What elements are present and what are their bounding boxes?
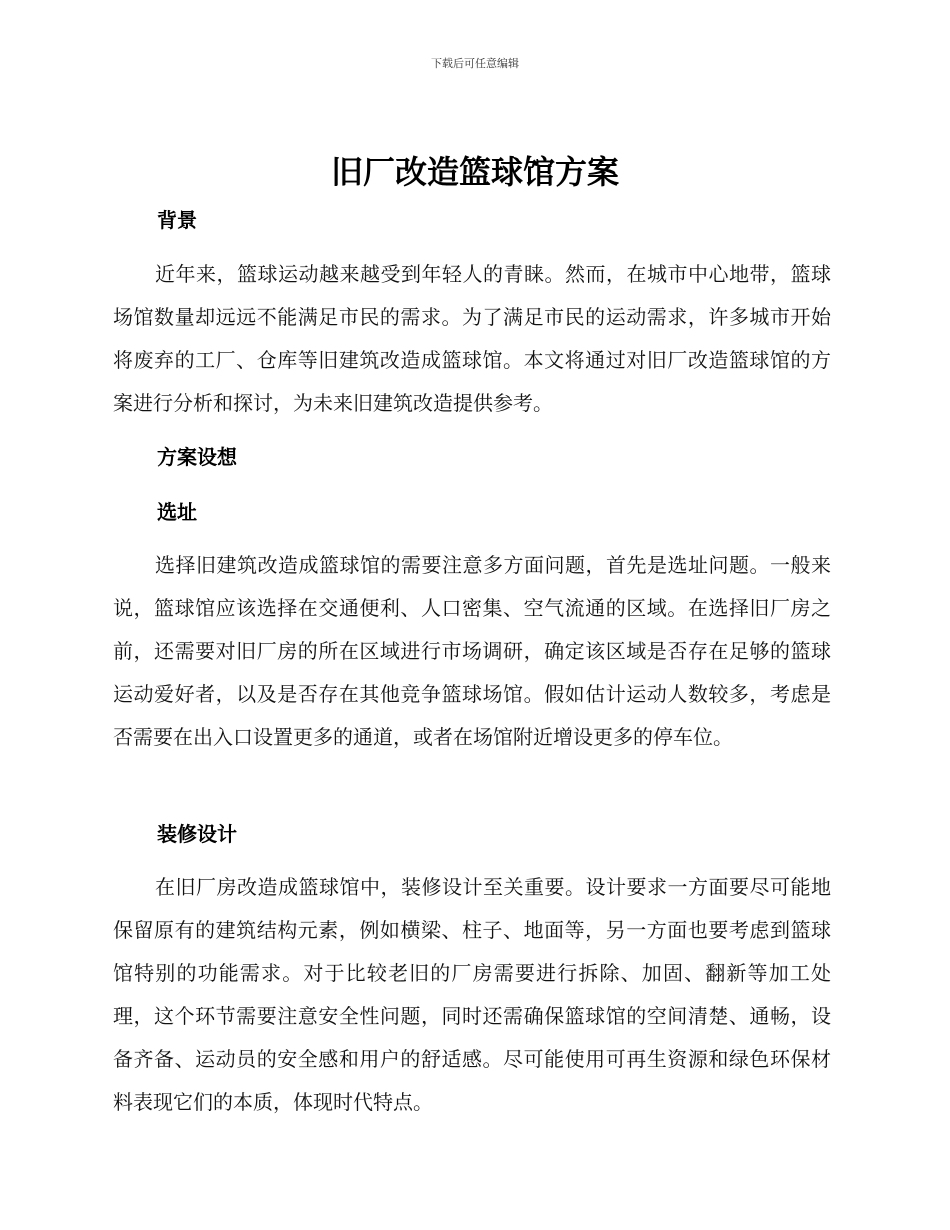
- heading-plan: 方案设想: [157, 445, 237, 469]
- paragraph-background: 近年来，篮球运动越来越受到年轻人的青睐。然而，在城市中心地带，篮球场馆数量却远远不能满足市民的需求。为了满足市民的运动需求，许多城市开始将废弃的工厂、仓库等旧建筑改造成篮球馆。本文将通过对旧厂改造篮球馆的方案进行分析和探讨，为未来旧建筑改造提供参考。: [113, 262, 831, 415]
- header-note: 下载后可任意编辑: [431, 57, 519, 70]
- paragraph-decoration: 在旧厂房改造成篮球馆中，装修设计至关重要。设计要求一方面要尽可能地保留原有的建筑结构元素，例如横梁、柱子、地面等，另一方面也要考虑到篮球馆特别的功能需求。对于比较老旧的厂房需要进行拆除、加固、翻新等加工处理，这个环节需要注意安全性问题，同时还需确保篮球馆的空间清楚、通畅，设备齐备、运动员的安全感和用户的舒适感。尽可能使用可再生资源和绿色环保材料表现它们的本质，体现时代特点。: [113, 875, 831, 1114]
- heading-site: 选址: [157, 500, 197, 524]
- page-title: 旧厂改造篮球馆方案: [330, 153, 619, 191]
- paragraph-site: 选择旧建筑改造成篮球馆的需要注意多方面问题，首先是选址问题。一般来说，篮球馆应该选择在交通便利、人口密集、空气流通的区域。在选择旧厂房之前，还需要对旧厂房的所在区域进行市场调研，确定该区域是否存在足够的篮球运动爱好者，以及是否存在其他竞争篮球场馆。假如估计运动人数较多，考虑是否需要在出入口设置更多的通道，或者在场馆附近增设更多的停车位。: [113, 553, 831, 749]
- heading-background: 背景: [157, 208, 197, 232]
- heading-decoration: 装修设计: [157, 822, 237, 846]
